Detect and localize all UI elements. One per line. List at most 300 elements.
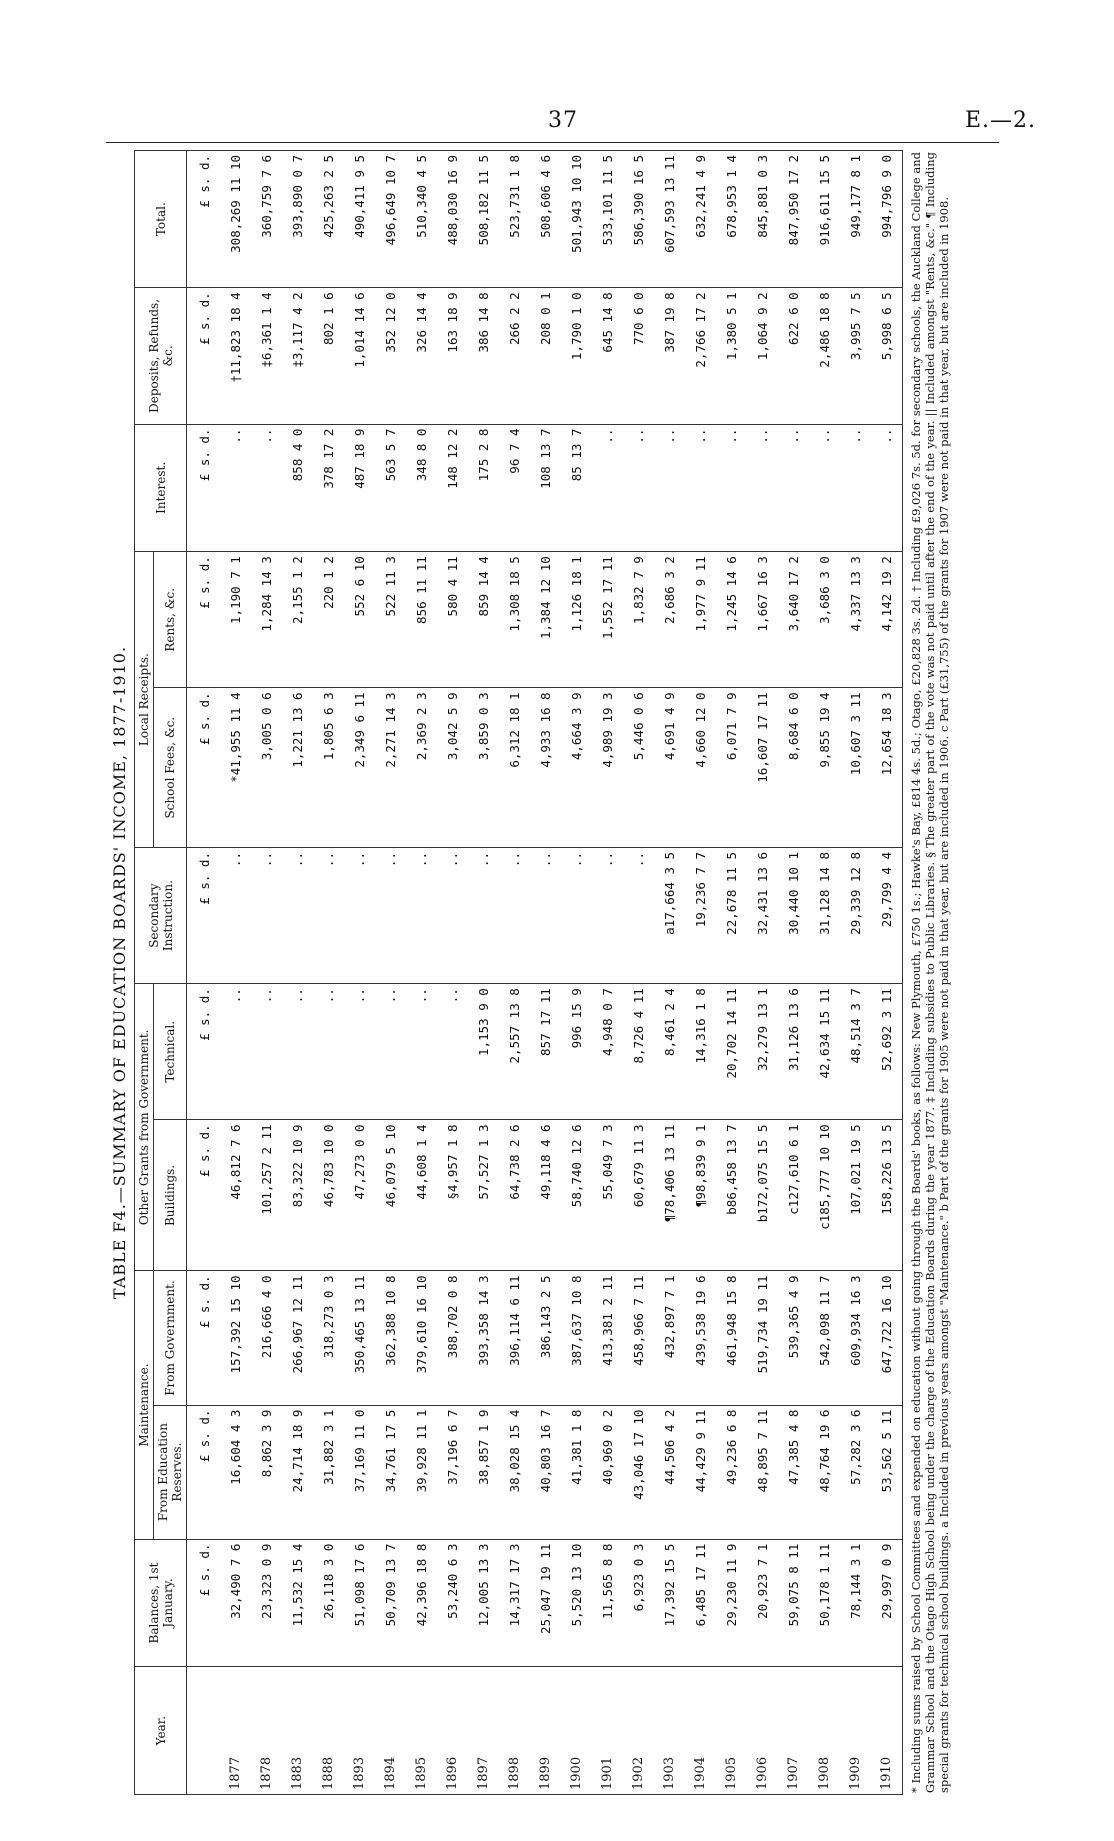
year-cell: 1908 [809, 1667, 840, 1795]
value-cell: 6,485 17 11 [685, 1539, 716, 1667]
value-cell: 360,759 7 6 [251, 151, 282, 288]
value-cell: 29,230 11 9 [716, 1539, 747, 1667]
value-cell: .. [220, 848, 251, 984]
value-cell: 519,734 19 11 [747, 1271, 778, 1405]
value-cell: 47,273 0 0 [344, 1120, 375, 1271]
value-cell: .. [747, 424, 778, 552]
header-other-grants: Other Grants from Government. [135, 984, 154, 1271]
value-cell: 20,923 7 1 [747, 1539, 778, 1667]
unit-cell: £ s. d. [187, 288, 221, 424]
year-cell: 1897 [468, 1667, 499, 1795]
value-cell: 12,005 13 3 [468, 1539, 499, 1667]
value-cell: 266 2 2 [499, 288, 530, 424]
header-secondary: Secondary Instruction. [135, 848, 187, 984]
table-body [187, 151, 903, 1795]
value-cell: .. [499, 848, 530, 984]
value-cell: 1,308 18 5 [499, 552, 530, 688]
income-summary-table [134, 150, 903, 1795]
value-cell: 1,380 5 1 [716, 288, 747, 424]
value-cell: .. [561, 848, 592, 984]
value-cell: 1,245 14 6 [716, 552, 747, 688]
year-cell: 1878 [251, 1667, 282, 1795]
header-balances: Balances, 1st January. [135, 1539, 187, 1667]
value-cell: .. [437, 848, 468, 984]
value-cell: 508,182 11 5 [468, 151, 499, 288]
table-row [220, 151, 251, 1795]
value-cell: 1,153 9 0 [468, 984, 499, 1120]
unit-cell: £ s. d. [187, 151, 221, 288]
value-cell: 34,761 17 5 [375, 1405, 406, 1539]
value-cell: .. [530, 848, 561, 984]
value-cell: 645 14 8 [592, 288, 623, 424]
value-cell: 1,064 9 2 [747, 288, 778, 424]
unit-cell: £ s. d. [187, 688, 221, 848]
value-cell: 51,098 17 6 [344, 1539, 375, 1667]
value-cell: 362,388 10 8 [375, 1271, 406, 1405]
value-cell: 52,692 3 11 [871, 984, 903, 1120]
year-cell: 1893 [344, 1667, 375, 1795]
value-cell: 31,126 13 6 [778, 984, 809, 1120]
value-cell: 5,998 6 5 [871, 288, 903, 424]
value-cell: 2,766 17 2 [685, 288, 716, 424]
table-row [809, 151, 840, 1795]
table-row [778, 151, 809, 1795]
value-cell: 48,895 7 11 [747, 1405, 778, 1539]
value-cell: 4,933 16 8 [530, 688, 561, 848]
value-cell: 44,506 4 2 [654, 1405, 685, 1539]
value-cell: 318,273 0 3 [313, 1271, 344, 1405]
table-row [251, 151, 282, 1795]
value-cell: 175 2 8 [468, 424, 499, 552]
value-cell: 4,948 0 7 [592, 984, 623, 1120]
header-divider [106, 142, 999, 143]
value-cell: 3,995 7 5 [840, 288, 871, 424]
value-cell: .. [592, 848, 623, 984]
table-row [871, 151, 903, 1795]
unit-cell: £ s. d. [187, 1120, 221, 1271]
value-cell: 916,611 15 5 [809, 151, 840, 288]
header-rents: Rents, &c. [154, 552, 187, 688]
value-cell: 29,997 0 9 [871, 1539, 903, 1667]
table-row [344, 151, 375, 1795]
value-cell: 4,989 19 3 [592, 688, 623, 848]
year-cell: 1877 [220, 1667, 251, 1795]
header-from-reserves: From Education Reserves. [154, 1405, 187, 1539]
value-cell: †11,823 18 4 [220, 288, 251, 424]
value-cell: 96 7 4 [499, 424, 530, 552]
header-total: Total. [135, 151, 187, 288]
year-cell: 1903 [654, 1667, 685, 1795]
value-cell: 586,390 16 5 [623, 151, 654, 288]
value-cell: 83,322 10 9 [282, 1120, 313, 1271]
unit-cell: £ s. d. [187, 848, 221, 984]
value-cell: 8,862 3 9 [251, 1405, 282, 1539]
table-row [406, 151, 437, 1795]
value-cell: 23,323 0 9 [251, 1539, 282, 1667]
value-cell: 522 11 3 [375, 552, 406, 688]
table-row [437, 151, 468, 1795]
value-cell: 348 8 0 [406, 424, 437, 552]
year-cell: 1883 [282, 1667, 313, 1795]
value-cell: 539,365 4 9 [778, 1271, 809, 1405]
value-cell: .. [344, 848, 375, 984]
value-cell: 393,890 0 7 [282, 151, 313, 288]
value-cell: 352 12 0 [375, 288, 406, 424]
table-row [282, 151, 313, 1795]
value-cell: 432,897 7 1 [654, 1271, 685, 1405]
unit-cell: £ s. d. [187, 984, 221, 1120]
value-cell: 50,709 13 7 [375, 1539, 406, 1667]
value-cell: 8,461 2 4 [654, 984, 685, 1120]
value-cell: .. [220, 424, 251, 552]
value-cell: 12,654 18 3 [871, 688, 903, 848]
value-cell: 58,740 12 6 [561, 1120, 592, 1271]
value-cell: 350,465 13 11 [344, 1271, 375, 1405]
value-cell: .. [282, 848, 313, 984]
value-cell: 157,392 15 10 [220, 1271, 251, 1405]
header-interest: Interest. [135, 424, 187, 552]
table-row [499, 151, 530, 1795]
value-cell: c185,777 10 10 [809, 1120, 840, 1271]
page-number: 37 [548, 108, 578, 133]
value-cell: .. [220, 984, 251, 1120]
value-cell: 1,221 13 6 [282, 688, 313, 848]
value-cell: 533,101 11 5 [592, 151, 623, 288]
value-cell: ¶98,839 9 1 [685, 1120, 716, 1271]
value-cell: 3,640 17 2 [778, 552, 809, 688]
year-cell: 1901 [592, 1667, 623, 1795]
table-row [747, 151, 778, 1795]
value-cell: 44,608 1 4 [406, 1120, 437, 1271]
table-row [530, 151, 561, 1795]
year-cell: 1909 [840, 1667, 871, 1795]
table-row [654, 151, 685, 1795]
value-cell: 1,126 18 1 [561, 552, 592, 688]
value-cell: c127,610 6 1 [778, 1120, 809, 1271]
unit-cell-year [187, 1667, 221, 1795]
value-cell: 490,411 9 5 [344, 151, 375, 288]
value-cell: 386 14 8 [468, 288, 499, 424]
value-cell: 379,610 16 10 [406, 1271, 437, 1405]
value-cell: 53,240 6 3 [437, 1539, 468, 1667]
value-cell: 14,316 1 8 [685, 984, 716, 1120]
value-cell: .. [313, 848, 344, 984]
value-cell: 5,446 0 6 [623, 688, 654, 848]
value-cell: *41,955 11 4 [220, 688, 251, 848]
value-cell: .. [406, 984, 437, 1120]
value-cell: 26,118 3 0 [313, 1539, 344, 1667]
value-cell: 488,030 16 9 [437, 151, 468, 288]
value-cell: 396,114 6 11 [499, 1271, 530, 1405]
value-cell: 388,702 0 8 [437, 1271, 468, 1405]
value-cell: 24,714 18 9 [282, 1405, 313, 1539]
value-cell: 1,790 1 0 [561, 288, 592, 424]
value-cell: 996 15 9 [561, 984, 592, 1120]
value-cell: 622 6 0 [778, 288, 809, 424]
value-cell: .. [871, 424, 903, 552]
value-cell: b86,458 13 7 [716, 1120, 747, 1271]
value-cell: 216,666 4 0 [251, 1271, 282, 1405]
year-cell: 1894 [375, 1667, 406, 1795]
table-row [468, 151, 499, 1795]
value-cell: 29,799 4 4 [871, 848, 903, 984]
value-cell: 78,144 3 1 [840, 1539, 871, 1667]
table-title: TABLE F4.—SUMMARY OF EDUCATION BOARDS' INCOME, 1877-1910. [110, 645, 129, 1300]
value-cell: 40,803 16 7 [530, 1405, 561, 1539]
value-cell: 845,881 0 3 [747, 151, 778, 288]
value-cell: 148 12 2 [437, 424, 468, 552]
value-cell: .. [313, 984, 344, 1120]
value-cell: 393,358 14 3 [468, 1271, 499, 1405]
value-cell: 5,520 13 10 [561, 1539, 592, 1667]
value-cell: 47,385 4 8 [778, 1405, 809, 1539]
footnote-text: * Including sums raised by School Committees and expended on education without going through the Boards' books, as follows: New Plymouth, £750 1s.; Hawke's Bay, £814 4s. 5d.; Otago, £20,828 3s. 2d. † Including £9,026 7s. 5d. for secondary schools, the Auckland College and Grammar School and the Otago High School being under the charge of the Education Boards during the year 1877. ‡ Including subsidies to Public Libraries. § The greater part of the vote was not paid until after the end of the year. || Included amongst "Rents, &c." ¶ Including special grants for technical school buildings. a Included in previous years amongst "Maintenance." b Part of the grants for 1905 were not paid in that year, but are included in 1906. c Part (£31,755) of the grants for 1907 were not paid in that year, but are included in 1908. [909, 152, 951, 1793]
value-cell: 46,783 10 0 [313, 1120, 344, 1271]
value-cell: 220 1 2 [313, 552, 344, 688]
value-cell: 847,950 17 2 [778, 151, 809, 288]
value-cell: 857 17 11 [530, 984, 561, 1120]
value-cell: .. [437, 984, 468, 1120]
value-cell: 1,667 16 3 [747, 552, 778, 688]
value-cell: 101,257 2 11 [251, 1120, 282, 1271]
value-cell: 208 0 1 [530, 288, 561, 424]
value-cell: 39,928 11 1 [406, 1405, 437, 1539]
table-row [375, 151, 406, 1795]
table-row [313, 151, 344, 1795]
value-cell: 3,686 3 0 [809, 552, 840, 688]
value-cell: 25,047 19 11 [530, 1539, 561, 1667]
value-cell: 48,514 3 7 [840, 984, 871, 1120]
value-cell: 16,604 4 3 [220, 1405, 251, 1539]
value-cell: 19,236 7 7 [685, 848, 716, 984]
value-cell: 59,075 8 11 [778, 1539, 809, 1667]
unit-cell: £ s. d. [187, 552, 221, 688]
value-cell: 32,431 13 6 [747, 848, 778, 984]
value-cell: .. [592, 424, 623, 552]
header-buildings: Buildings. [154, 1120, 187, 1271]
value-cell: 64,738 2 6 [499, 1120, 530, 1271]
footnotes [909, 150, 951, 1795]
value-cell: .. [623, 424, 654, 552]
value-cell: 6,312 18 1 [499, 688, 530, 848]
value-cell: 14,317 17 3 [499, 1539, 530, 1667]
value-cell: 31,128 14 8 [809, 848, 840, 984]
value-cell: .. [685, 424, 716, 552]
value-cell: 607,593 13 11 [654, 151, 685, 288]
value-cell: 38,857 1 9 [468, 1405, 499, 1539]
year-cell: 1907 [778, 1667, 809, 1795]
value-cell: 38,028 15 4 [499, 1405, 530, 1539]
value-cell: 386,143 2 5 [530, 1271, 561, 1405]
value-cell: 802 1 6 [313, 288, 344, 424]
header-from-government: From Government. [154, 1271, 187, 1405]
value-cell: 46,812 7 6 [220, 1120, 251, 1271]
header-year: Year. [135, 1667, 187, 1795]
value-cell: 1,805 6 3 [313, 688, 344, 848]
year-cell: 1900 [561, 1667, 592, 1795]
value-cell: 994,796 9 0 [871, 151, 903, 288]
value-cell: 4,664 3 9 [561, 688, 592, 848]
value-cell: 770 6 0 [623, 288, 654, 424]
value-cell: .. [468, 848, 499, 984]
value-cell: 11,565 8 8 [592, 1539, 623, 1667]
value-cell: 856 11 11 [406, 552, 437, 688]
value-cell: .. [251, 848, 282, 984]
value-cell: 42,634 15 11 [809, 984, 840, 1120]
value-cell: 542,098 11 7 [809, 1271, 840, 1405]
value-cell: 563 5 7 [375, 424, 406, 552]
unit-cell: £ s. d. [187, 1271, 221, 1405]
value-cell: 50,178 1 11 [809, 1539, 840, 1667]
value-cell: 413,381 2 11 [592, 1271, 623, 1405]
value-cell: 55,049 7 3 [592, 1120, 623, 1271]
value-cell: 461,948 15 8 [716, 1271, 747, 1405]
value-cell: .. [840, 424, 871, 552]
value-cell: 2,686 3 2 [654, 552, 685, 688]
value-cell: 1,190 7 1 [220, 552, 251, 688]
value-cell: 60,679 11 3 [623, 1120, 654, 1271]
value-cell: .. [778, 424, 809, 552]
year-cell: 1910 [871, 1667, 903, 1795]
value-cell: 859 14 4 [468, 552, 499, 688]
value-cell: 1,832 7 9 [623, 552, 654, 688]
page-code: E.—2. [965, 108, 1037, 133]
value-cell: .. [344, 984, 375, 1120]
value-cell: 2,557 13 8 [499, 984, 530, 1120]
value-cell: 1,014 14 6 [344, 288, 375, 424]
value-cell: 425,263 2 5 [313, 151, 344, 288]
value-cell: 29,339 12 8 [840, 848, 871, 984]
value-cell: 37,196 6 7 [437, 1405, 468, 1539]
value-cell: 949,177 8 1 [840, 151, 871, 288]
value-cell: 108 13 7 [530, 424, 561, 552]
value-cell: 4,337 13 3 [840, 552, 871, 688]
value-cell: .. [251, 984, 282, 1120]
value-cell: 22,678 11 5 [716, 848, 747, 984]
value-cell: 552 6 10 [344, 552, 375, 688]
value-cell: ¶78,406 13 11 [654, 1120, 685, 1271]
value-cell: 501,943 10 10 [561, 151, 592, 288]
value-cell: 580 4 11 [437, 552, 468, 688]
value-cell: 40,969 0 2 [592, 1405, 623, 1539]
header-technical: Technical. [154, 984, 187, 1120]
value-cell: 2,155 1 2 [282, 552, 313, 688]
table-row [685, 151, 716, 1795]
year-cell: 1895 [406, 1667, 437, 1795]
unit-row [187, 151, 221, 1795]
value-cell: 163 18 9 [437, 288, 468, 424]
value-cell: 3,005 0 6 [251, 688, 282, 848]
value-cell: 32,279 13 1 [747, 984, 778, 1120]
table-row [716, 151, 747, 1795]
value-cell: 678,953 1 4 [716, 151, 747, 288]
value-cell: 4,691 4 9 [654, 688, 685, 848]
value-cell: .. [406, 848, 437, 984]
value-cell: .. [716, 424, 747, 552]
value-cell: a17,664 3 5 [654, 848, 685, 984]
value-cell: 43,046 17 10 [623, 1405, 654, 1539]
table-row [623, 151, 654, 1795]
value-cell: 4,142 19 2 [871, 552, 903, 688]
value-cell: 308,269 11 10 [220, 151, 251, 288]
value-cell: 2,271 14 3 [375, 688, 406, 848]
table-row [592, 151, 623, 1795]
unit-cell: £ s. d. [187, 424, 221, 552]
value-cell: 1,384 12 10 [530, 552, 561, 688]
unit-cell: £ s. d. [187, 1405, 221, 1539]
value-cell: 37,169 11 0 [344, 1405, 375, 1539]
value-cell: 57,527 1 3 [468, 1120, 499, 1271]
value-cell: 496,649 10 7 [375, 151, 406, 288]
value-cell: ‡6,361 1 4 [251, 288, 282, 424]
year-cell: 1905 [716, 1667, 747, 1795]
value-cell: 508,606 4 6 [530, 151, 561, 288]
value-cell: 4,660 12 0 [685, 688, 716, 848]
value-cell: 8,726 4 11 [623, 984, 654, 1120]
value-cell: ‡3,117 4 2 [282, 288, 313, 424]
year-cell: 1898 [499, 1667, 530, 1795]
value-cell: 32,490 7 6 [220, 1539, 251, 1667]
year-cell: 1896 [437, 1667, 468, 1795]
value-cell: 458,966 7 11 [623, 1271, 654, 1405]
value-cell: 858 4 0 [282, 424, 313, 552]
table-row [561, 151, 592, 1795]
value-cell: 85 13 7 [561, 424, 592, 552]
value-cell: 326 14 4 [406, 288, 437, 424]
value-cell: .. [282, 984, 313, 1120]
value-cell: 11,532 15 4 [282, 1539, 313, 1667]
value-cell: 6,071 7 9 [716, 688, 747, 848]
header-row-1 [135, 151, 154, 1795]
unit-cell: £ s. d. [187, 1539, 221, 1667]
year-cell: 1899 [530, 1667, 561, 1795]
value-cell: §4,957 1 8 [437, 1120, 468, 1271]
value-cell: 387 19 8 [654, 288, 685, 424]
value-cell: b172,075 15 5 [747, 1120, 778, 1271]
value-cell: .. [375, 848, 406, 984]
value-cell: 16,607 17 11 [747, 688, 778, 848]
value-cell: 1,552 17 11 [592, 552, 623, 688]
value-cell: 20,702 14 11 [716, 984, 747, 1120]
value-cell: 3,859 0 3 [468, 688, 499, 848]
value-cell: 1,284 14 3 [251, 552, 282, 688]
value-cell: 387,637 10 8 [561, 1271, 592, 1405]
value-cell: 487 18 9 [344, 424, 375, 552]
value-cell: 57,282 3 6 [840, 1405, 871, 1539]
value-cell: 31,882 3 1 [313, 1405, 344, 1539]
rotated-table-container [106, 150, 999, 1795]
value-cell: .. [654, 424, 685, 552]
value-cell: 10,607 3 11 [840, 688, 871, 848]
value-cell: 49,236 6 8 [716, 1405, 747, 1539]
value-cell: 41,381 1 8 [561, 1405, 592, 1539]
value-cell: 6,923 0 3 [623, 1539, 654, 1667]
value-cell: 1,977 9 11 [685, 552, 716, 688]
value-cell: 9,855 19 4 [809, 688, 840, 848]
value-cell: .. [251, 424, 282, 552]
value-cell: 107,021 19 5 [840, 1120, 871, 1271]
header-deposits: Deposits, Refunds, &c. [135, 288, 187, 424]
header-maintenance: Maintenance. [135, 1271, 154, 1539]
value-cell: .. [623, 848, 654, 984]
value-cell: 266,967 12 11 [282, 1271, 313, 1405]
year-cell: 1888 [313, 1667, 344, 1795]
value-cell: 158,226 13 5 [871, 1120, 903, 1271]
header-local-receipts: Local Receipts. [135, 552, 154, 848]
value-cell: 2,349 6 11 [344, 688, 375, 848]
year-cell: 1904 [685, 1667, 716, 1795]
value-cell: .. [375, 984, 406, 1120]
